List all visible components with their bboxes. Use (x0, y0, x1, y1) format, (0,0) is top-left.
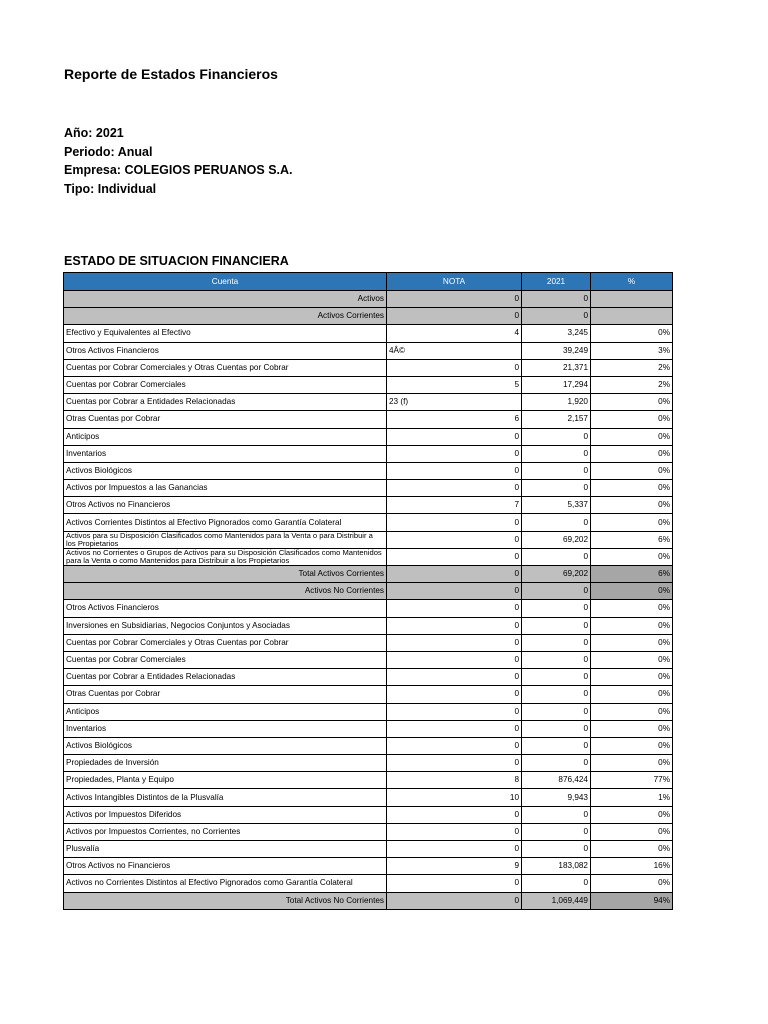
cell-nota: 10 (387, 789, 522, 806)
cell-percent: 0% (591, 875, 673, 892)
column-header-nota: NOTA (387, 273, 522, 291)
cell-value: 0 (522, 806, 591, 823)
table-row (64, 566, 673, 583)
cell-cuenta: Efectivo y Equivalentes al Efectivo (64, 325, 387, 342)
cell-cuenta: Inversiones en Subsidiarias, Negocios Conjuntos y Asociadas (64, 617, 387, 634)
table-row (64, 325, 673, 342)
cell-nota: 0 (387, 359, 522, 376)
table-row (64, 291, 673, 308)
cell-nota: 0 (387, 755, 522, 772)
cell-nota: 0 (387, 823, 522, 840)
cell-value: 0 (522, 651, 591, 668)
cell-cuenta: Total Activos No Corrientes (64, 892, 387, 909)
cell-value: 3,245 (522, 325, 591, 342)
cell-percent: 0% (591, 823, 673, 840)
cell-percent: 6% (591, 566, 673, 583)
table-row (64, 703, 673, 720)
cell-cuenta: Cuentas por Cobrar Comerciales y Otras Cuentas por Cobrar (64, 359, 387, 376)
cell-value: 0 (522, 291, 591, 308)
cell-percent: 2% (591, 359, 673, 376)
section-title: ESTADO DE SITUACION FINANCIERA (64, 254, 289, 268)
cell-nota: 0 (387, 531, 522, 548)
cell-nota: 0 (387, 634, 522, 651)
table-row (64, 342, 673, 359)
cell-nota: 5 (387, 376, 522, 393)
table-row (64, 789, 673, 806)
cell-value: 5,337 (522, 497, 591, 514)
cell-value: 0 (522, 583, 591, 600)
cell-percent: 0% (591, 445, 673, 462)
cell-cuenta: Activos No Corrientes (64, 583, 387, 600)
column-header-year: 2021 (522, 273, 591, 291)
cell-cuenta: Cuentas por Cobrar a Entidades Relacionadas (64, 394, 387, 411)
cell-cuenta: Otros Activos no Financieros (64, 858, 387, 875)
cell-nota: 9 (387, 858, 522, 875)
cell-nota: 0 (387, 548, 522, 565)
column-header-percent: % (591, 273, 673, 291)
cell-nota: 0 (387, 566, 522, 583)
table-row (64, 394, 673, 411)
cell-cuenta: Inventarios (64, 720, 387, 737)
cell-percent: 0% (591, 480, 673, 497)
header-row (64, 273, 673, 291)
table-row (64, 720, 673, 737)
cell-percent: 0% (591, 497, 673, 514)
cell-percent: 16% (591, 858, 673, 875)
cell-value: 0 (522, 686, 591, 703)
cell-nota: 0 (387, 669, 522, 686)
cell-nota: 4Â© (387, 342, 522, 359)
cell-nota: 8 (387, 772, 522, 789)
cell-nota: 0 (387, 462, 522, 479)
cell-percent: 0% (591, 411, 673, 428)
cell-value: 0 (522, 875, 591, 892)
cell-nota: 23 (f) (387, 394, 522, 411)
table-row (64, 583, 673, 600)
cell-value: 69,202 (522, 566, 591, 583)
cell-value: 0 (522, 308, 591, 325)
cell-nota: 0 (387, 617, 522, 634)
cell-percent: 0% (591, 755, 673, 772)
cell-value: 2,157 (522, 411, 591, 428)
cell-percent (591, 291, 673, 308)
cell-cuenta: Activos por Impuestos a las Ganancias (64, 480, 387, 497)
cell-value: 0 (522, 703, 591, 720)
table-header (64, 273, 673, 291)
table-row (64, 806, 673, 823)
cell-value: 1,069,449 (522, 892, 591, 909)
cell-nota: 0 (387, 480, 522, 497)
table-row (64, 462, 673, 479)
cell-nota: 0 (387, 308, 522, 325)
cell-percent: 0% (591, 583, 673, 600)
cell-cuenta: Activos (64, 291, 387, 308)
table-row (64, 514, 673, 531)
cell-cuenta: Otros Activos Financieros (64, 600, 387, 617)
table-row (64, 411, 673, 428)
cell-value: 0 (522, 669, 591, 686)
cell-cuenta: Activos Corrientes Distintos al Efectivo Pignorados como Garantía Colateral (64, 514, 387, 531)
cell-percent: 0% (591, 703, 673, 720)
cell-cuenta: Total Activos Corrientes (64, 566, 387, 583)
financial-table (63, 272, 673, 910)
cell-percent: 0% (591, 548, 673, 565)
cell-cuenta: Activos Intangibles Distintos de la Plusvalía (64, 789, 387, 806)
cell-percent: 0% (591, 600, 673, 617)
table-row (64, 445, 673, 462)
table-row (64, 428, 673, 445)
report-meta (64, 124, 293, 198)
cell-value: 0 (522, 823, 591, 840)
cell-nota: 0 (387, 686, 522, 703)
table-row (64, 686, 673, 703)
cell-value: 9,943 (522, 789, 591, 806)
cell-percent: 1% (591, 789, 673, 806)
cell-value: 0 (522, 841, 591, 858)
cell-cuenta: Otros Activos Financieros (64, 342, 387, 359)
cell-value: 0 (522, 755, 591, 772)
cell-percent: 0% (591, 686, 673, 703)
cell-nota: 0 (387, 600, 522, 617)
cell-percent: 0% (591, 325, 673, 342)
cell-value: 0 (522, 720, 591, 737)
cell-value: 183,082 (522, 858, 591, 875)
cell-cuenta: Activos no Corrientes o Grupos de Activos para su Disposición Clasificados como Mantenidos para la Venta o como Mantenidos para Distribuir a los Propietarios (64, 548, 387, 565)
cell-nota: 0 (387, 841, 522, 858)
cell-value: 0 (522, 445, 591, 462)
cell-cuenta: Propiedades, Planta y Equipo (64, 772, 387, 789)
cell-cuenta: Activos por Impuestos Corrientes, no Corrientes (64, 823, 387, 840)
table-row (64, 548, 673, 565)
cell-percent: 0% (591, 394, 673, 411)
cell-cuenta: Activos Biológicos (64, 462, 387, 479)
cell-value: 69,202 (522, 531, 591, 548)
cell-percent: 0% (591, 720, 673, 737)
cell-value: 1,920 (522, 394, 591, 411)
column-header-cuenta: Cuenta (64, 273, 387, 291)
cell-cuenta: Activos para su Disposición Clasificados como Mantenidos para la Venta o para Distribuir a los Propietarios (64, 531, 387, 548)
cell-percent (591, 308, 673, 325)
table-row (64, 617, 673, 634)
cell-nota: 0 (387, 806, 522, 823)
cell-value: 0 (522, 428, 591, 445)
table-row (64, 858, 673, 875)
cell-nota: 0 (387, 737, 522, 754)
table-row (64, 376, 673, 393)
cell-nota: 0 (387, 892, 522, 909)
table-row (64, 651, 673, 668)
cell-percent: 0% (591, 841, 673, 858)
cell-percent: 77% (591, 772, 673, 789)
meta-company: Empresa: COLEGIOS PERUANOS S.A. (64, 163, 293, 177)
cell-percent: 0% (591, 617, 673, 634)
cell-percent: 0% (591, 651, 673, 668)
cell-cuenta: Cuentas por Cobrar Comerciales (64, 651, 387, 668)
table-row (64, 480, 673, 497)
cell-percent: 0% (591, 806, 673, 823)
meta-year: Año: 2021 (64, 126, 124, 140)
cell-cuenta: Cuentas por Cobrar Comerciales y Otras Cuentas por Cobrar (64, 634, 387, 651)
cell-nota: 0 (387, 291, 522, 308)
cell-nota: 0 (387, 703, 522, 720)
cell-percent: 0% (591, 428, 673, 445)
cell-cuenta: Activos por Impuestos Diferidos (64, 806, 387, 823)
cell-cuenta: Otras Cuentas por Cobrar (64, 411, 387, 428)
meta-type: Tipo: Individual (64, 181, 157, 196)
cell-cuenta: Otros Activos no Financieros (64, 497, 387, 514)
table-row (64, 875, 673, 892)
cell-percent: 0% (591, 669, 673, 686)
cell-percent: 0% (591, 634, 673, 651)
cell-percent: 2% (591, 376, 673, 393)
cell-percent: 0% (591, 462, 673, 479)
table-row (64, 308, 673, 325)
cell-cuenta: Propiedades de Inversión (64, 755, 387, 772)
cell-cuenta: Activos Biológicos (64, 737, 387, 754)
cell-cuenta: Anticipos (64, 428, 387, 445)
table-row (64, 600, 673, 617)
cell-cuenta: Cuentas por Cobrar a Entidades Relacionadas (64, 669, 387, 686)
cell-value: 0 (522, 462, 591, 479)
meta-period: Periodo: Anual (64, 144, 153, 159)
cell-cuenta: Activos no Corrientes Distintos al Efectivo Pignorados como Garantía Colateral (64, 875, 387, 892)
cell-nota: 0 (387, 514, 522, 531)
cell-cuenta: Plusvalía (64, 841, 387, 858)
cell-cuenta: Inventarios (64, 445, 387, 462)
cell-percent: 0% (591, 514, 673, 531)
table-row (64, 823, 673, 840)
cell-value: 876,424 (522, 772, 591, 789)
cell-value: 0 (522, 617, 591, 634)
table-row (64, 755, 673, 772)
cell-percent: 3% (591, 342, 673, 359)
table-row (64, 497, 673, 514)
cell-nota: 0 (387, 428, 522, 445)
cell-nota: 4 (387, 325, 522, 342)
table-row (64, 892, 673, 909)
cell-cuenta: Anticipos (64, 703, 387, 720)
cell-value: 0 (522, 634, 591, 651)
cell-nota: 0 (387, 875, 522, 892)
cell-percent: 94% (591, 892, 673, 909)
cell-value: 17,294 (522, 376, 591, 393)
cell-value: 0 (522, 548, 591, 565)
table-body (64, 291, 673, 910)
cell-value: 0 (522, 480, 591, 497)
cell-nota: 0 (387, 720, 522, 737)
cell-value: 39,249 (522, 342, 591, 359)
cell-value: 0 (522, 514, 591, 531)
cell-cuenta: Otras Cuentas por Cobrar (64, 686, 387, 703)
cell-cuenta: Cuentas por Cobrar Comerciales (64, 376, 387, 393)
report-title: Reporte de Estados Financieros (64, 66, 278, 82)
cell-value: 0 (522, 737, 591, 754)
cell-value: 21,371 (522, 359, 591, 376)
cell-nota: 7 (387, 497, 522, 514)
cell-nota: 0 (387, 445, 522, 462)
table-row (64, 669, 673, 686)
cell-value: 0 (522, 600, 591, 617)
cell-percent: 6% (591, 531, 673, 548)
table-row (64, 737, 673, 754)
table-row (64, 359, 673, 376)
cell-nota: 0 (387, 651, 522, 668)
cell-nota: 6 (387, 411, 522, 428)
table-row (64, 531, 673, 548)
table-row (64, 634, 673, 651)
cell-percent: 0% (591, 737, 673, 754)
cell-nota: 0 (387, 583, 522, 600)
table-row (64, 772, 673, 789)
cell-cuenta: Activos Corrientes (64, 308, 387, 325)
table-row (64, 841, 673, 858)
